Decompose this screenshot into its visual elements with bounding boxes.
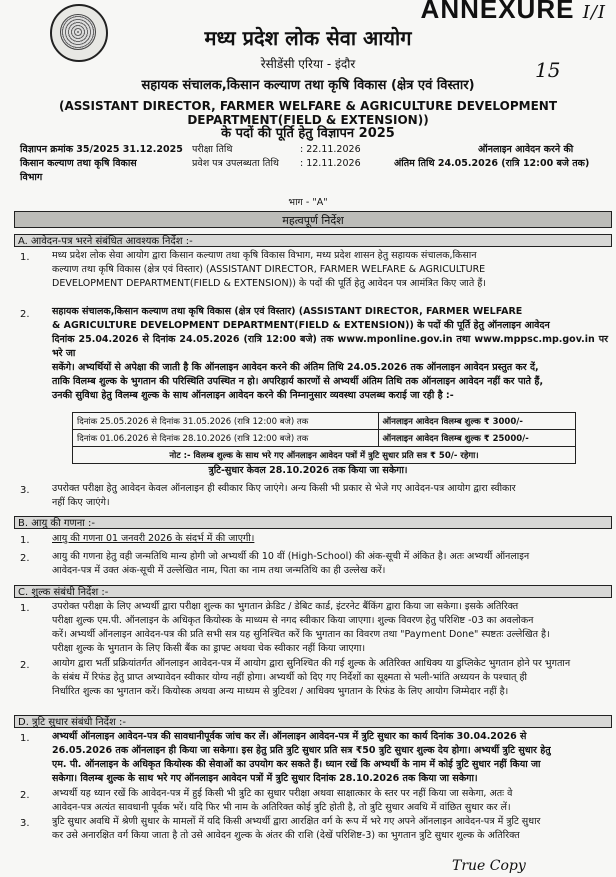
fee-note: नोट :- विलम्ब शुल्क के साथ भरे गए ऑनलाइन आवेदन पत्रों में त्रुटि सुधार प्रति सत्र ₹ 50/- रहेगा। — [73, 447, 576, 464]
adv-number: विज्ञापन क्रमांक 35/2025 31.12.2025 — [20, 144, 183, 155]
section-d-item1: अभ्यर्थी ऑनलाइन आवेदन-पत्र की सावधानीपूर्वक जांच कर लें। ऑनलाइन आवेदन-पत्र में त्रुटि सुधार का कार्य दिनांक 30.04.2026 से 26.05.2026 तक ऑनलाइन ही किया जा सकेगा। इस हेतु प्रति त्रुटि सुधार प्रति सत्र ₹50 त्रुटि सुधार शुल्क देय होगा। अभ्यर्थी त्रुटि सुधार हेतु एम. पी. ऑनलाइन के अधिकृत कियोस्क की सेवाओं का उपयोग कर सकते हैं। ध्यान रखें कि अभ्यर्थी के नाम में कोई त्रुटि सुधार नहीं किया जा सकेगा। विलम्ब शुल्क के साथ भरे गए ऑनलाइन आवेदन पत्रों में त्रुटि सुधार दिनांक 28.10.2026 तक किया जा सकेगा। — [52, 731, 551, 784]
department-line1: किसान कल्याण तथा कृषि विकास — [20, 158, 137, 169]
admit-card-date: : 12.11.2026 — [300, 158, 361, 169]
table-row — [73, 430, 576, 447]
org-title: मध्य प्रदेश लोक सेवा आयोग — [204, 26, 412, 50]
item-number: 2. — [20, 660, 30, 671]
department-line2: विभाग — [20, 172, 43, 183]
section-d-header: D. त्रुटि सुधार संबंधी निर्देश :- — [14, 715, 612, 728]
item-number: 2. — [20, 790, 30, 801]
exam-date: : 22.11.2026 — [300, 144, 361, 155]
item-number: 1. — [20, 535, 30, 546]
section-a-item1: मध्य प्रदेश लोक सेवा आयोग द्वारा किसान कल्याण तथा कृषि विकास विभाग, मध्य प्रदेश शासन हेतु सहायक संचालक,किसान कल्याण तथा कृषि विकास (क्षेत्र एवं विस्तार) (ASSISTANT DIRECTOR, FARMER WELFARE & AGRICULTURE DEVELOPMENT DEPARTMENT(FIELD & EXTENSION)) के पदों की पूर्ति हेतु आवेदन पत्र आमंत्रित किए जाते हैं। — [52, 250, 486, 289]
section-a-header: A. आवेदन-पत्र भरने संबंधित आवश्यक निर्देश :- — [14, 234, 612, 247]
part-label: भाग - "A" — [288, 197, 328, 208]
item-number: 1. — [20, 733, 30, 744]
post-title-english: (ASSISTANT DIRECTOR, FARMER WELFARE & AGRICULTURE DEVELOPMENT DEPARTMENT(FIELD & EXTENSION)) — [59, 99, 557, 127]
late-fee-table — [72, 412, 576, 464]
section-b-item1: आयु की गणना 01 जनवरी 2026 के संदर्भ में की जाएगी। — [52, 533, 255, 544]
admit-card-label: प्रवेश पत्र उपलब्धता तिथि — [192, 158, 279, 169]
fee-amount: ऑनलाइन आवेदन विलम्ब शुल्क ₹ 3000/- — [378, 413, 575, 430]
section-b-item2: आयु की गणना हेतु वही जन्मतिथि मान्य होगी जो अभ्यर्थी की 10 वीं (High-School) की अंक-सूची में अंकित है। अतः अभ्यर्थी ऑनलाइन आवेदन-पत्र में उक्त अंक-सूची में उल्लेखित नाम, पिता का नाम तथा जन्मतिथि का ही उल्लेख करें। — [52, 551, 530, 576]
important-instructions-header: महत्वपूर्ण निर्देश — [14, 211, 612, 228]
org-address: रेसीडेंसी एरिया - इंदौर — [260, 57, 356, 71]
section-a-item2: सहायक संचालक,किसान कल्याण तथा कृषि विकास (क्षेत्र एवं विस्तार) (ASSISTANT DIRECTOR, FARMER WELFARE & AGRICULTURE DEVELOPMENT DEPARTMENT(FIELD & EXTENSION)) के पदों की पूर्ति हेतु ऑनलाइन आवेदन दिनांक 25.04.2026 से दिनांक 24.05.2026 (रात्रि 12:00 बजे) तक www.mponline.gov.in तथा www.mppsc.mp.gov.in पर भरे जा सकेंगे। अभ्यर्थियों से अपेक्षा की जाती है कि ऑनलाइन आवेदन करने की अंतिम तिथि 24.05.2026 तक ऑनलाइन आवेदन प्रस्तुत कर दें, ताकि विलम्ब शुल्क के भुगतान की परिस्थिति उपस्थित न हो। अपरिहार्य कारणों से अभ्यर्थी अंतिम तिथि तक ऑनलाइन आवेदन नहीं कर पाते हैं, उनकी सुविधा हेतु विलम्ब शुल्क के साथ ऑनलाइन आवेदन करने की निम्नानुसार व्यवस्था उपलब्ध कराई जा रही है :- — [52, 306, 608, 401]
item-number: 3. — [20, 485, 30, 496]
section-a-item3: उपरोक्त परीक्षा हेतु आवेदन केवल ऑनलाइन ही स्वीकार किए जाएंगे। अन्य किसी भी प्रकार से भेजे गए आवेदन-पत्र आयोग द्वारा स्वीकार नहीं किए जाएंगे। — [52, 483, 516, 508]
true-copy-mark: True Copy — [452, 858, 526, 874]
last-date: अंतिम तिथि 24.05.2026 (रात्रि 12:00 बजे तक) — [394, 158, 590, 169]
item-number: 3. — [20, 818, 30, 829]
post-title-hindi: सहायक संचालक,किसान कल्याण तथा कृषि विकास (क्षेत्र एवं विस्तार) — [141, 78, 475, 93]
fee-period: दिनांक 25.05.2026 से दिनांक 31.05.2026 (रात्रि 12:00 बजे) तक — [73, 413, 379, 430]
item-number: 1. — [20, 252, 30, 263]
table-row — [73, 413, 576, 430]
advertisement-subtitle: के पदों की पूर्ति हेतु विज्ञापन 2025 — [221, 126, 395, 141]
annexure-label: ANNEXURE I/I — [420, 0, 606, 24]
section-c-item1: उपरोक्त परीक्षा के लिए अभ्यर्थी द्वारा परीक्षा शुल्क का भुगतान क्रेडिट / डेबिट कार्ड, इंटरनेट बैंकिंग द्वारा किया जा सकेगा। इसके अतिरिक्त परीक्षा शुल्क एम.पी. ऑनलाइन के अधिकृत कियोस्क के माध्यम से नगद स्वीकार किया जाएगा। शुल्क विवरण हेतु परिशिष्ट -03 का अवलोकन करें। अभ्यर्थी ऑनलाइन आवेदन-पत्र की प्रति सभी सत्र यह सुनिश्चित करें कि भुगतान का विवरण तथा "Payment Done" स्पष्टतः उल्लेखित है। परीक्षा शुल्क के भुगतान के लिए किसी बैंक का ड्राफ्ट अथवा चेक स्वीकार नहीं किया जाएगा। — [52, 601, 550, 654]
table-row — [73, 447, 576, 464]
page-handwritten-mark: 15 — [535, 58, 561, 82]
item-number: 2. — [20, 553, 30, 564]
section-c-header: C. शुल्क संबंधी निर्देश :- — [14, 585, 612, 598]
correction-deadline-note: त्रुटि-सुधार केवल 28.10.2026 तक किया जा सकेगा। — [208, 465, 408, 476]
online-apply-label: ऑनलाइन आवेदन करने की — [478, 144, 574, 155]
item-number: 1. — [20, 603, 30, 614]
section-b-header: B. आयु की गणना :- — [14, 516, 612, 529]
section-d-item2: अभ्यर्थी यह ध्यान रखें कि आवेदन-पत्र में हुई किसी भी त्रुटि का सुधार परीक्षा अथवा साक्षात्कार के स्तर पर नहीं किया जा सकेगा, अतः वे आवेदन-पत्र अत्यंत सावधानी पूर्वक भरें। यदि फिर भी नाम के अतिरिक्त कोई त्रुटि होती है, तो त्रुटि सुधार अवधि में वांछित सुधार कर लें। — [52, 788, 513, 813]
section-d-item3: त्रुटि सुधार अवधि में श्रेणी सुधार के मामलों में यदि किसी अभ्यर्थी द्वारा आरक्षित वर्ग के रूप में भरे गए अपने ऑनलाइन आवेदन-पत्र में त्रुटि सुधार कर उसे अनारक्षित वर्ग किया जाता है तो उसे आवेदन शुल्क के अंतर की राशि (देखें परिशिष्ट-3) का भुगतान त्रुटि सुधार शुल्क के अतिरिक्त — [52, 816, 541, 841]
fee-amount: ऑनलाइन आवेदन विलम्ब शुल्क ₹ 25000/- — [378, 430, 575, 447]
exam-date-label: परीक्षा तिथि — [192, 144, 233, 155]
item-number: 2. — [20, 309, 30, 320]
fee-period: दिनांक 01.06.2026 से दिनांक 28.10.2026 (रात्रि 12:00 बजे) तक — [73, 430, 379, 447]
section-c-item2: आयोग द्वारा भर्ती प्रक्रियांतर्गत ऑनलाइन आवेदन-पत्र में आयोग द्वारा सुनिश्चित की गई शुल्क के अतिरिक्त आधिक्य या डुप्लिकेट भुगतान होने पर भुगतान के संबंध में रिफंड हेतु प्राप्त अभ्यावेदन स्वीकार योग्य नहीं होगा। अभ्यर्थी को दिए गए निर्देशों का सूक्ष्मता से भली-भांति अध्ययन के पश्चात् ही निर्धारित शुल्क का भुगतान करें। कियोस्क अथवा अन्य माध्यम से त्रुटिवश / आधिक्य भुगतान के रिफंड के लिए आयोग जिम्मेदार नहीं है। — [52, 658, 571, 697]
